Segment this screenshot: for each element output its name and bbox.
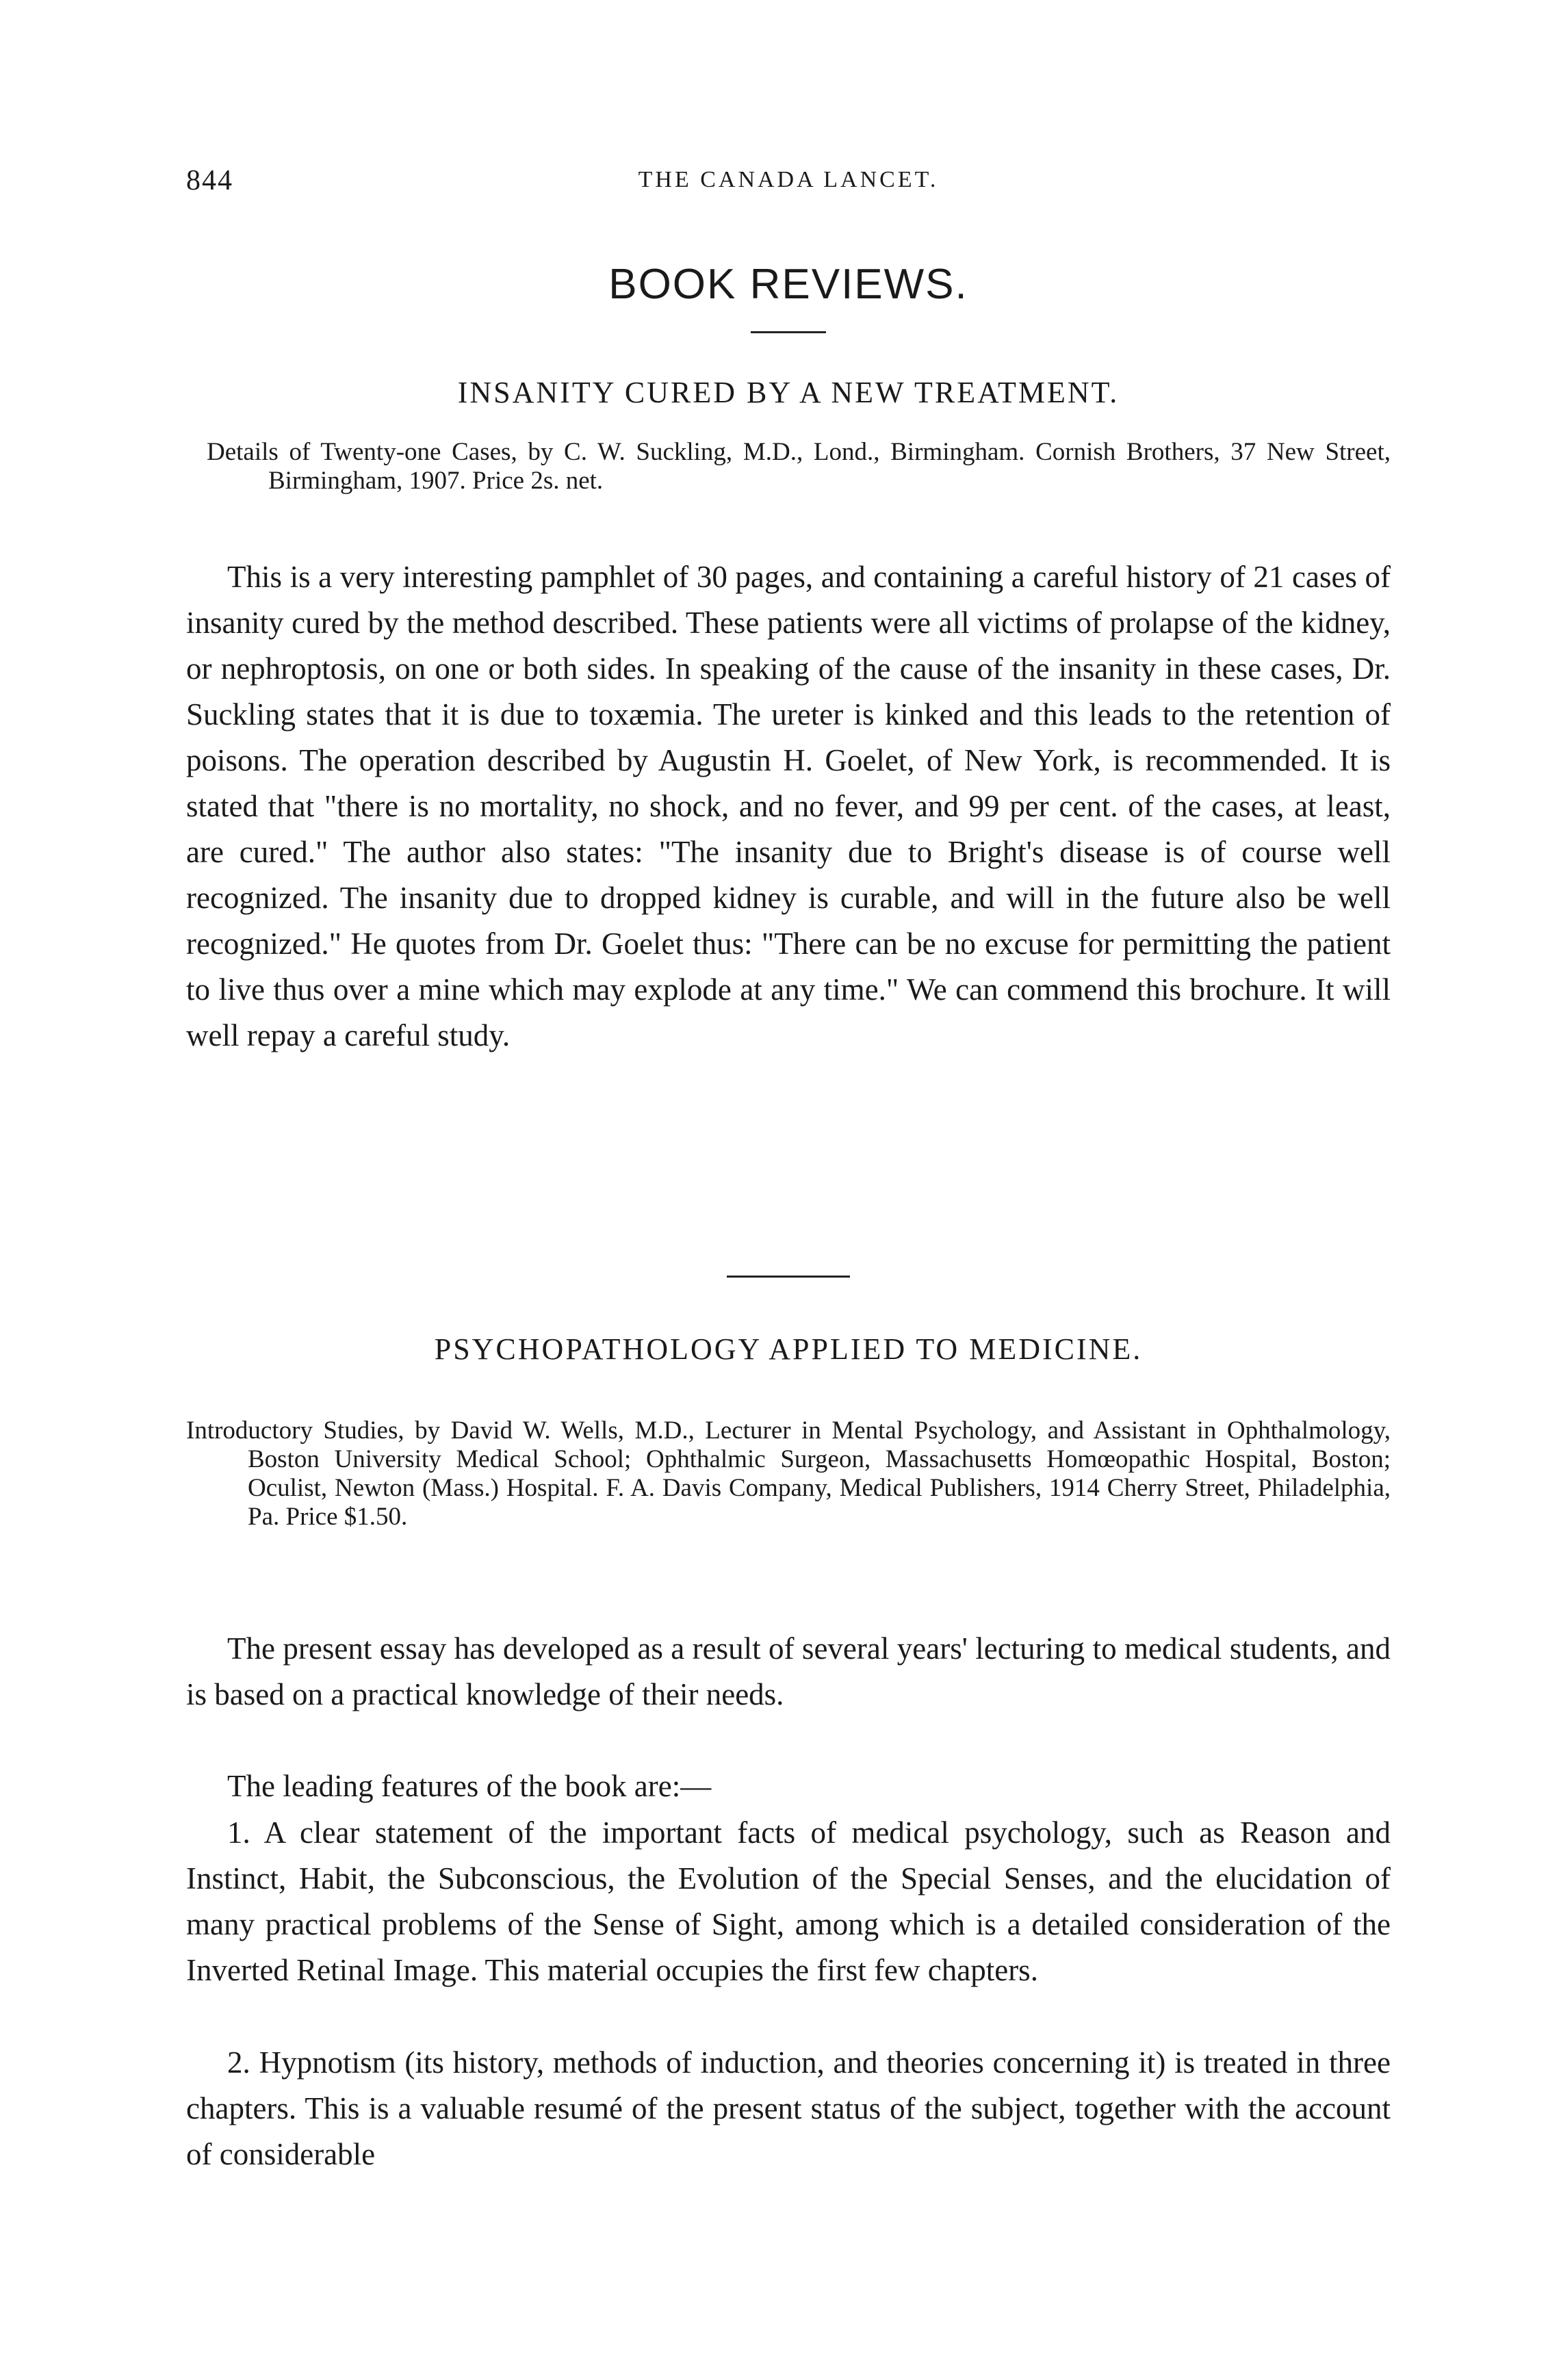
section-heading: BOOK REVIEWS.	[608, 261, 968, 308]
review1-bibliographic-note	[207, 438, 1391, 495]
review2-biblio-text: Introductory Studies, by David W. Wells, M.D., Lecturer in Mental Psychology, and Assistant in Ophthalmology, Boston University Medical School; Ophthalmic Surgeon, Massachusetts Homœopathic Hospital, Boston; Oculist, Newton (Mass.) Hospital. F. A. Davis Company, Medical Publishers, 1914 Cherry Street, Philadelphia, Pa. Price $1.50.	[186, 1417, 1391, 1531]
review-divider	[727, 1276, 850, 1278]
review1-biblio-text: Details of Twenty-one Cases, by C. W. Suckling, M.D., Lond., Birmingham. Cornish Brothers, 37 New Street, Birmingham, 1907. Price 2s. net.	[207, 438, 1391, 495]
review2-paragraph-4: 2. Hypnotism (its history, methods of induction, and theories concerning it) is treated in three chapters. This is a valuable resumé of the present status of the subject, together with the account of considerable	[186, 2045, 1391, 2171]
page-number: 844	[186, 165, 233, 196]
running-title: THE CANADA LANCET.	[638, 167, 939, 192]
review2-bibliographic-note	[186, 1417, 1391, 1531]
review2-title: PSYCHOPATHOLOGY APPLIED TO MEDICINE.	[434, 1332, 1143, 1366]
review2-paragraph-2: The leading features of the book are:—	[227, 1769, 712, 1803]
review1-title: INSANITY CURED BY A NEW TREATMENT.	[457, 376, 1120, 409]
review1-body: This is a very interesting pamphlet of 30 pages, and containing a careful history of 21 cases of insanity cured by the method described. These patients were all victims of prolapse of the kidney, or nephroptosis, on one or both sides. In speaking of the cause of the insanity in these cases, Dr. Suckling states that it is due to toxæmia. The ureter is kinked and this leads to the retention of poisons. The operation described by Augustin H. Goelet, of New York, is recommended. It is stated that "there is no mortality, no shock, and no fever, and 99 per cent. of the cases, at least, are cured." The author also states: "The insanity due to Bright's disease is of course well recognized. The insanity due to dropped kidney is curable, and will in the future also be well recognized." He quotes from Dr. Goelet thus: "There can be no excuse for permitting the patient to live thus over a mine which may explode at any time." We can commend this brochure. It will well repay a careful study.	[186, 560, 1391, 1052]
heading-divider	[751, 331, 826, 333]
review2-paragraph-1: The present essay has developed as a result of several years' lecturing to medical students, and is based on a practical knowledge of their needs.	[186, 1631, 1391, 1711]
review2-paragraph-3: 1. A clear statement of the important facts of medical psychology, such as Reason and Instinct, Habit, the Subconscious, the Evolution of the Special Senses, and the elucidation of many practical problems of the Sense of Sight, among which is a detailed consideration of the Inverted Retinal Image. This material occupies the first few chapters.	[186, 1815, 1391, 1987]
running-head	[186, 164, 1391, 205]
